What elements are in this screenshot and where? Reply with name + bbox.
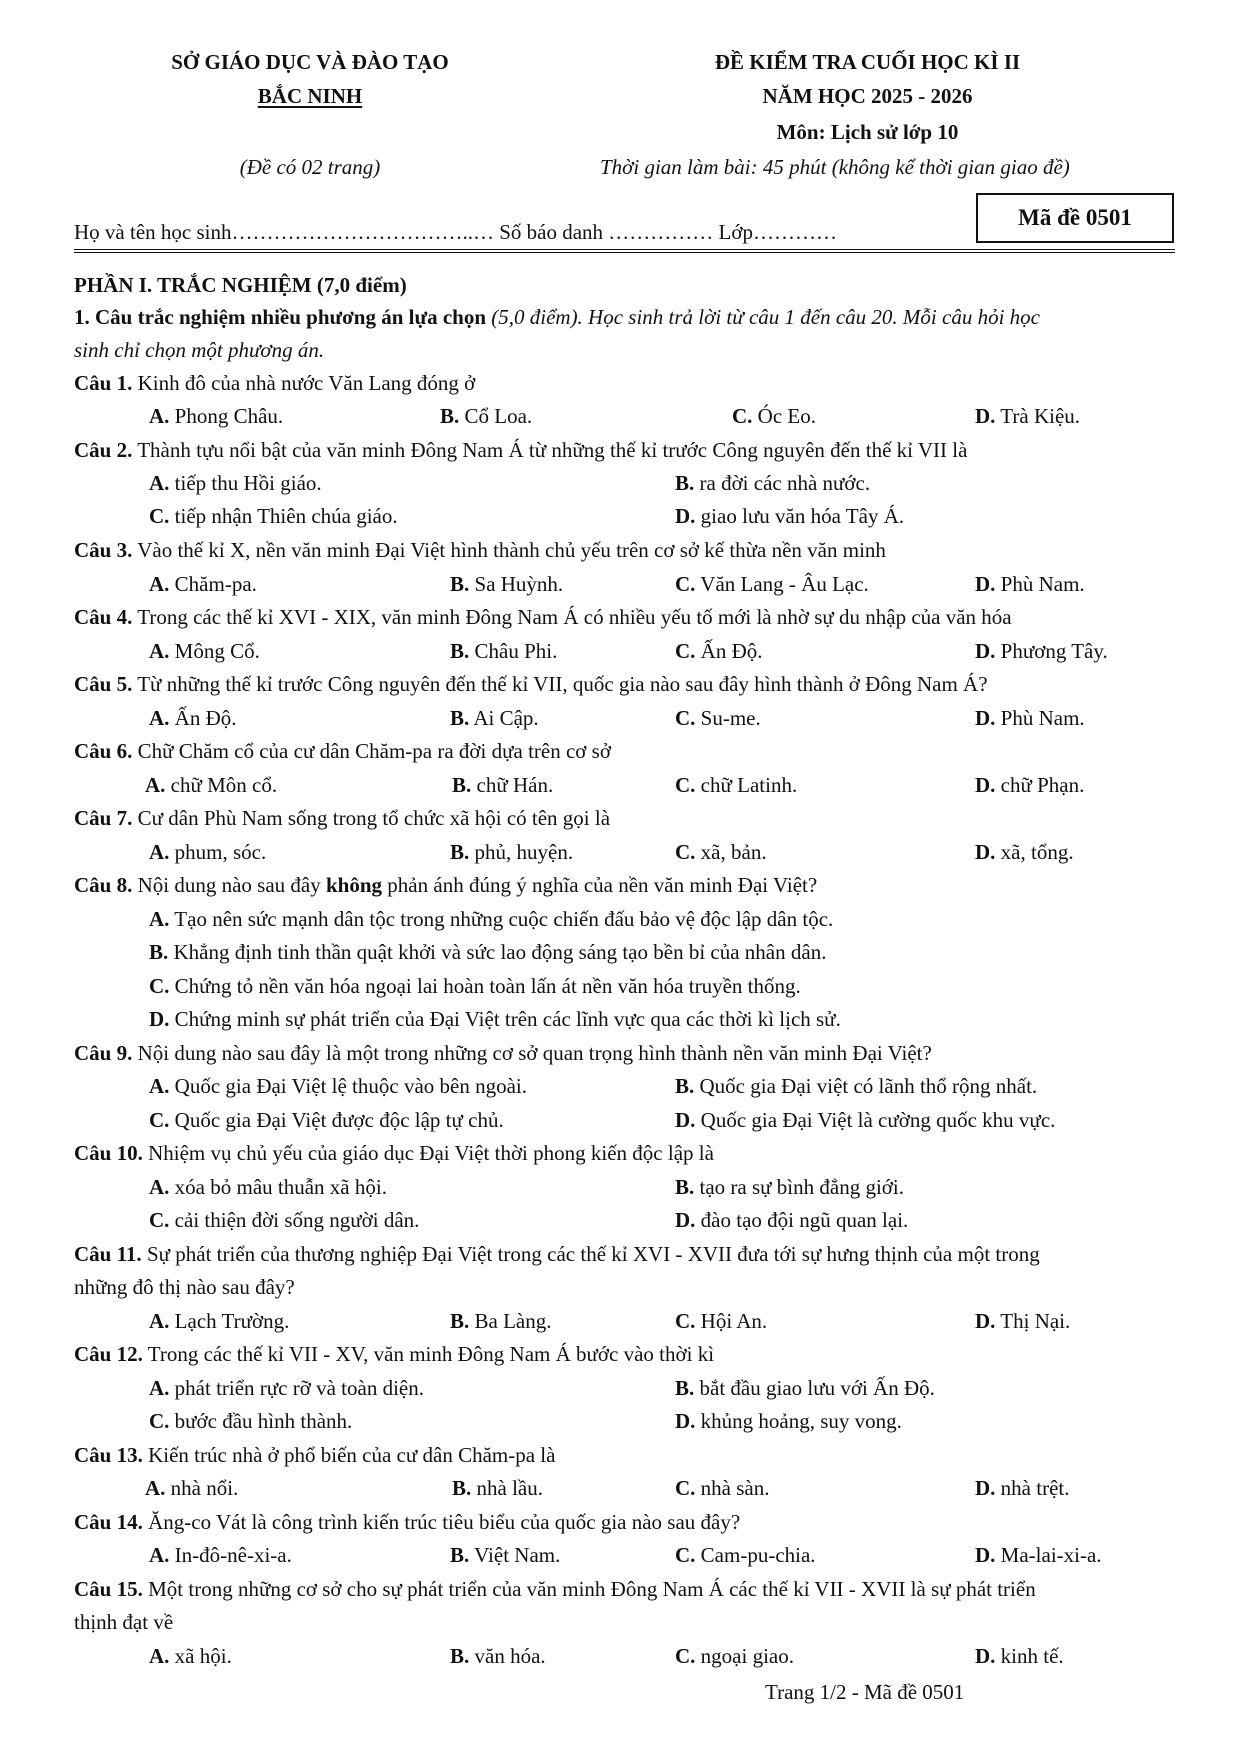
option-text: bắt đầu giao lưu với Ấn Độ.: [694, 1376, 935, 1400]
section-subtitle-bold: 1. Câu trắc nghiệm nhiều phương án lựa chọn: [74, 305, 486, 329]
q9-option-b[interactable]: [675, 1070, 1037, 1102]
q3-option-c[interactable]: [675, 568, 869, 600]
page-footer: Trang 1/2 - Mã đề 0501: [765, 1680, 965, 1704]
option-text: Mông Cổ.: [169, 639, 260, 663]
question-label: Câu 8.: [74, 873, 133, 897]
department-name: SỞ GIÁO DỤC VÀ ĐÀO TẠO: [171, 50, 449, 74]
option-text: Quốc gia Đại Việt được độc lập tự chủ.: [169, 1108, 504, 1132]
section-subtitle-italic: (5,0 điểm). Học sinh trả lời từ câu 1 đến câu 20. Mỗi câu hỏi học: [486, 305, 1040, 329]
q2-option-a[interactable]: [149, 467, 322, 499]
header-divider: [74, 249, 1175, 253]
question-label: Câu 5.: [74, 672, 133, 696]
question-8: [74, 869, 817, 901]
q11-option-c[interactable]: [675, 1305, 767, 1337]
q15-option-a[interactable]: [149, 1640, 232, 1672]
question-10: [74, 1137, 714, 1169]
q7-option-b[interactable]: [450, 836, 573, 868]
option-text: bước đầu hình thành.: [169, 1409, 353, 1433]
option-letter: D.: [675, 504, 696, 528]
option-text: khủng hoảng, suy vong.: [695, 1409, 902, 1433]
q6-option-c[interactable]: [675, 769, 797, 801]
option-letter: C.: [675, 706, 696, 730]
question-text: Sự phát triển của thương nghiệp Đại Việt trong các thế kỉ XVI - XVII đưa tới sự hưng thịnh của một trong: [141, 1242, 1040, 1266]
q5-option-b[interactable]: [450, 702, 539, 734]
option-letter: B.: [450, 1309, 470, 1333]
option-text: xóa bỏ mâu thuẫn xã hội.: [169, 1175, 387, 1199]
q7-option-c[interactable]: [675, 836, 767, 868]
question-label: Câu 14.: [74, 1510, 143, 1534]
option-letter: A.: [149, 572, 170, 596]
option-letter: D.: [975, 706, 996, 730]
option-text: Lạch Trường.: [169, 1309, 290, 1333]
option-text: Cam-pu-chia.: [695, 1543, 816, 1567]
option-text: Quốc gia Đại Việt lệ thuộc vào bên ngoài.: [169, 1074, 528, 1098]
q12-option-c[interactable]: [149, 1405, 352, 1437]
option-text: Khẳng định tinh thần quật khởi và sức lao động sáng tạo bền bỉ của nhân dân.: [168, 940, 827, 964]
option-text: phủ, huyện.: [469, 840, 574, 864]
q13-option-c[interactable]: [675, 1472, 770, 1504]
question-text: Thành tựu nổi bật của văn minh Đông Nam Á từ những thế kỉ trước Công nguyên đến thế kỉ VII là: [132, 438, 968, 462]
q12-option-d[interactable]: [675, 1405, 902, 1437]
option-text: Trà Kiệu.: [995, 404, 1081, 428]
option-text: Quốc gia Đại Việt là cường quốc khu vực.: [695, 1108, 1056, 1132]
option-letter: A.: [149, 1175, 170, 1199]
option-letter: C.: [675, 1543, 696, 1567]
option-text: tiếp nhận Thiên chúa giáo.: [169, 504, 398, 528]
option-text: Thị Nại.: [995, 1309, 1071, 1333]
q3-option-b[interactable]: [450, 568, 563, 600]
question-text: Kiến trúc nhà ở phổ biến của cư dân Chăm-pa là: [142, 1443, 556, 1467]
q1-option-a[interactable]: [149, 400, 283, 432]
question-label: Câu 10.: [74, 1141, 143, 1165]
option-letter: D.: [675, 1409, 696, 1433]
option-text: Tạo nên sức mạnh dân tộc trong những cuộc chiến đấu bảo vệ độc lập dân tộc.: [169, 907, 834, 931]
option-letter: B.: [450, 572, 470, 596]
option-text: ra đời các nhà nước.: [694, 471, 871, 495]
option-text: Chứng minh sự phát triển của Đại Việt trên các lĩnh vực qua các thời kì lịch sử.: [169, 1007, 841, 1031]
q5-option-d[interactable]: [975, 702, 1085, 734]
student-info-fields: Họ và tên học sinh……………………………..… Số báo danh …………… Lớp…………: [74, 220, 837, 244]
option-text: Quốc gia Đại việt có lãnh thổ rộng nhất.: [694, 1074, 1038, 1098]
q3-option-d[interactable]: [975, 568, 1085, 600]
q14-option-c[interactable]: [675, 1539, 816, 1571]
option-letter: C.: [675, 773, 696, 797]
q10-option-c[interactable]: [149, 1204, 419, 1236]
option-letter: A.: [149, 404, 170, 428]
question-15: [74, 1573, 1036, 1605]
option-letter: B.: [450, 706, 470, 730]
question-text: Chữ Chăm cổ của cư dân Chăm-pa ra đời dựa trên cơ sở: [132, 739, 611, 763]
option-text: đào tạo đội ngũ quan lại.: [695, 1208, 909, 1232]
q7-option-d[interactable]: [975, 836, 1074, 868]
option-letter: C.: [149, 1409, 170, 1433]
option-text: nhà sàn.: [695, 1476, 770, 1500]
option-text: Ai Cập.: [469, 706, 539, 730]
option-text: tạo ra sự bình đẳng giới.: [694, 1175, 904, 1199]
q11-option-b[interactable]: [450, 1305, 552, 1337]
q14-option-b[interactable]: [450, 1539, 560, 1571]
option-text: Sa Huỳnh.: [469, 572, 564, 596]
option-letter: B.: [450, 639, 470, 663]
question-5: [74, 668, 988, 700]
question-text: Ăng-co Vát là công trình kiến trúc tiêu biểu của quốc gia nào sau đây?: [142, 1510, 741, 1534]
option-letter: D.: [975, 639, 996, 663]
option-text: xã, tổng.: [995, 840, 1074, 864]
option-letter: A.: [149, 1074, 170, 1098]
question-label: Câu 7.: [74, 806, 133, 830]
option-letter: C.: [149, 974, 170, 998]
option-letter: D.: [675, 1208, 696, 1232]
q11-option-d[interactable]: [975, 1305, 1070, 1337]
option-text: Hội An.: [695, 1309, 768, 1333]
option-letter: B.: [149, 940, 169, 964]
question-text: Trong các thế kỉ XVI - XIX, văn minh Đông Nam Á có nhiều yếu tố mới là nhờ sự du nhập của văn hóa: [132, 605, 1012, 629]
option-letter: D.: [975, 1309, 996, 1333]
option-letter: B.: [452, 773, 472, 797]
section-subtitle-cont: sinh chỉ chọn một phương án.: [74, 338, 325, 362]
q10-option-b[interactable]: [675, 1171, 904, 1203]
option-letter: A.: [149, 639, 170, 663]
option-letter: A.: [149, 1644, 170, 1668]
option-letter: A.: [145, 1476, 166, 1500]
q6-option-b[interactable]: [452, 769, 553, 801]
q8-option-c[interactable]: [149, 970, 801, 1002]
option-letter: B.: [675, 471, 695, 495]
option-text: phum, sóc.: [169, 840, 267, 864]
question-12: [74, 1338, 714, 1370]
question-4: [74, 601, 1012, 633]
option-text: tiếp thu Hồi giáo.: [169, 471, 322, 495]
q2-option-c[interactable]: [149, 500, 398, 532]
question-11: [74, 1238, 1040, 1270]
q6-option-d[interactable]: [975, 769, 1084, 801]
exam-code: Mã đề 0501: [1018, 205, 1132, 230]
option-text: nhà lầu.: [471, 1476, 543, 1500]
question-14: [74, 1506, 740, 1538]
q13-option-b[interactable]: [452, 1472, 543, 1504]
option-letter: C.: [732, 404, 753, 428]
q15-option-b[interactable]: [450, 1640, 546, 1672]
question-7: [74, 802, 610, 834]
option-text: chữ Môn cổ.: [165, 773, 278, 797]
option-text: Ma-lai-xi-a.: [995, 1543, 1102, 1567]
exam-title: ĐỀ KIỂM TRA CUỐI HỌC KÌ II: [714, 50, 1021, 74]
question-label: Câu 4.: [74, 605, 133, 629]
option-text: phát triển rực rỡ và toàn diện.: [169, 1376, 424, 1400]
q7-option-a[interactable]: [149, 836, 266, 868]
option-letter: B.: [675, 1376, 695, 1400]
question-label: Câu 2.: [74, 438, 133, 462]
q5-option-c[interactable]: [675, 702, 761, 734]
option-letter: B.: [675, 1175, 695, 1199]
subject: Môn: Lịch sử lớp 10: [776, 120, 959, 144]
question-3: [74, 534, 886, 566]
option-text: nhà trệt.: [995, 1476, 1070, 1500]
question-label: Câu 9.: [74, 1041, 133, 1065]
question-text: Từ những thế kỉ trước Công nguyên đến thế kỉ VII, quốc gia nào sau đây hình thành ở Đông Nam Á?: [132, 672, 988, 696]
option-text: Chứng tỏ nền văn hóa ngoại lai hoàn toàn lấn át nền văn hóa truyền thống.: [169, 974, 801, 998]
option-letter: D.: [975, 1543, 996, 1567]
question-text: Trong các thế kỉ VII - XV, văn minh Đông Nam Á bước vào thời kì: [142, 1342, 715, 1366]
q14-option-d[interactable]: [975, 1539, 1102, 1571]
option-letter: B.: [440, 404, 460, 428]
option-text: Cổ Loa.: [459, 404, 533, 428]
option-letter: D.: [975, 1476, 996, 1500]
q9-option-a[interactable]: [149, 1070, 527, 1102]
option-letter: C.: [675, 840, 696, 864]
option-letter: D.: [975, 1644, 996, 1668]
option-letter: B.: [675, 1074, 695, 1098]
option-text: Phương Tây.: [995, 639, 1108, 663]
q15-option-c[interactable]: [675, 1640, 794, 1672]
q1-option-c[interactable]: [732, 400, 816, 432]
option-letter: C.: [675, 639, 696, 663]
q9-option-c[interactable]: [149, 1104, 504, 1136]
option-text: Văn Lang - Âu Lạc.: [695, 572, 869, 596]
question-13: [74, 1439, 555, 1471]
option-text: Chăm-pa.: [169, 572, 257, 596]
option-text: Phù Nam.: [995, 706, 1085, 730]
option-letter: C.: [675, 572, 696, 596]
option-letter: D.: [975, 572, 996, 596]
q8-option-a[interactable]: [149, 903, 833, 935]
option-letter: A.: [149, 840, 170, 864]
option-text: ngoại giao.: [695, 1644, 794, 1668]
option-letter: D.: [675, 1108, 696, 1132]
q14-option-a[interactable]: [149, 1539, 292, 1571]
q13-option-a[interactable]: [145, 1472, 238, 1504]
option-text: Việt Nam.: [469, 1543, 561, 1567]
option-letter: A.: [149, 471, 170, 495]
option-letter: C.: [149, 504, 170, 528]
option-text: Ấn Độ.: [169, 706, 237, 730]
option-letter: A.: [149, 1376, 170, 1400]
option-letter: D.: [975, 773, 996, 797]
question-text: Nội dung nào sau đây là một trong những cơ sở quan trọng hình thành nền văn minh Đại Việt?: [132, 1041, 932, 1065]
province-name: BẮC NINH: [257, 84, 363, 108]
option-text: chữ Latinh.: [695, 773, 798, 797]
q11-option-a[interactable]: [149, 1305, 289, 1337]
q1-option-b[interactable]: [440, 400, 532, 432]
question-text: Cư dân Phù Nam sống trong tổ chức xã hội có tên gọi là: [132, 806, 611, 830]
option-letter: C.: [675, 1309, 696, 1333]
option-text: cải thiện đời sống người dân.: [169, 1208, 420, 1232]
option-text: In-đô-nê-xi-a.: [169, 1543, 292, 1567]
page-count-note: (Đề có 02 trang): [239, 155, 381, 179]
question-1: [74, 367, 475, 399]
option-text: kinh tế.: [995, 1644, 1064, 1668]
option-letter: C.: [675, 1644, 696, 1668]
exam-code-box: [976, 193, 1174, 243]
question-text-end: phản ánh đúng ý nghĩa của nền văn minh Đại Việt?: [382, 873, 818, 897]
option-letter: B.: [450, 1644, 470, 1668]
option-text: Phong Châu.: [169, 404, 284, 428]
question-emphasis: không: [326, 873, 383, 897]
q2-option-b[interactable]: [675, 467, 870, 499]
option-letter: A.: [149, 907, 170, 931]
option-text: chữ Hán.: [471, 773, 554, 797]
option-text: xã hội.: [169, 1644, 232, 1668]
q10-option-a[interactable]: [149, 1171, 387, 1203]
option-letter: B.: [452, 1476, 472, 1500]
option-text: xã, bản.: [695, 840, 767, 864]
time-note: Thời gian làm bài: 45 phút (không kể thời gian giao đề): [600, 155, 1070, 179]
question-6: [74, 735, 611, 767]
q8-option-b[interactable]: [149, 936, 826, 968]
question-text: Nội dung nào sau đây: [132, 873, 326, 897]
q4-option-b[interactable]: [450, 635, 557, 667]
option-text: Óc Eo.: [752, 404, 816, 428]
question-9: [74, 1037, 932, 1069]
question-2: [74, 434, 967, 466]
section-subtitle: [74, 301, 1040, 333]
option-letter: A.: [149, 1543, 170, 1567]
q10-option-d[interactable]: [675, 1204, 908, 1236]
q1-option-d[interactable]: [975, 400, 1080, 432]
option-letter: A.: [149, 1309, 170, 1333]
school-year: NĂM HỌC 2025 - 2026: [762, 84, 973, 108]
option-text: giao lưu văn hóa Tây Á.: [695, 504, 905, 528]
q3-option-a[interactable]: [149, 568, 257, 600]
option-text: nhà nổi.: [165, 1476, 239, 1500]
q6-option-a[interactable]: [145, 769, 277, 801]
question-label: Câu 12.: [74, 1342, 143, 1366]
q4-option-c[interactable]: [675, 635, 763, 667]
question-text: Vào thế kỉ X, nền văn minh Đại Việt hình thành chủ yếu trên cơ sở kế thừa nền văn minh: [132, 538, 886, 562]
option-letter: B.: [450, 840, 470, 864]
option-text: Phù Nam.: [995, 572, 1085, 596]
option-letter: A.: [145, 773, 166, 797]
question-label: Câu 13.: [74, 1443, 143, 1467]
question-text: Nhiệm vụ chủ yếu của giáo dục Đại Việt thời phong kiến độc lập là: [142, 1141, 714, 1165]
q5-option-a[interactable]: [149, 702, 237, 734]
question-label: Câu 1.: [74, 371, 133, 395]
q4-option-d[interactable]: [975, 635, 1108, 667]
option-text: Ba Làng.: [469, 1309, 552, 1333]
question-label: Câu 11.: [74, 1242, 142, 1266]
q2-option-d[interactable]: [675, 500, 904, 532]
option-text: Su-me.: [695, 706, 761, 730]
question-label: Câu 3.: [74, 538, 133, 562]
option-letter: A.: [149, 706, 170, 730]
option-text: văn hóa.: [469, 1644, 546, 1668]
option-text: Ấn Độ.: [695, 639, 763, 663]
option-letter: C.: [149, 1208, 170, 1232]
question-text: Một trong những cơ sở cho sự phát triển của văn minh Đông Nam Á các thế kỉ VII - XVII là sự phát triển: [142, 1577, 1036, 1601]
q8-option-d[interactable]: [149, 1003, 841, 1035]
q9-option-d[interactable]: [675, 1104, 1055, 1136]
option-letter: C.: [675, 1476, 696, 1500]
option-letter: D.: [975, 840, 996, 864]
question-15-cont: thịnh đạt về: [74, 1610, 174, 1634]
q12-option-b[interactable]: [675, 1372, 935, 1404]
option-text: Châu Phi.: [469, 639, 558, 663]
q13-option-d[interactable]: [975, 1472, 1069, 1504]
q12-option-a[interactable]: [149, 1372, 424, 1404]
question-11-cont: những đô thị nào sau đây?: [74, 1275, 295, 1299]
option-letter: C.: [149, 1108, 170, 1132]
question-label: Câu 6.: [74, 739, 133, 763]
option-letter: D.: [975, 404, 996, 428]
question-label: Câu 15.: [74, 1577, 143, 1601]
section-title: PHẦN I. TRẮC NGHIỆM (7,0 điểm): [74, 273, 407, 297]
option-text: chữ Phạn.: [995, 773, 1085, 797]
q15-option-d[interactable]: [975, 1640, 1064, 1672]
q4-option-a[interactable]: [149, 635, 260, 667]
option-letter: B.: [450, 1543, 470, 1567]
option-letter: D.: [149, 1007, 170, 1031]
question-text: Kinh đô của nhà nước Văn Lang đóng ở: [132, 371, 476, 395]
